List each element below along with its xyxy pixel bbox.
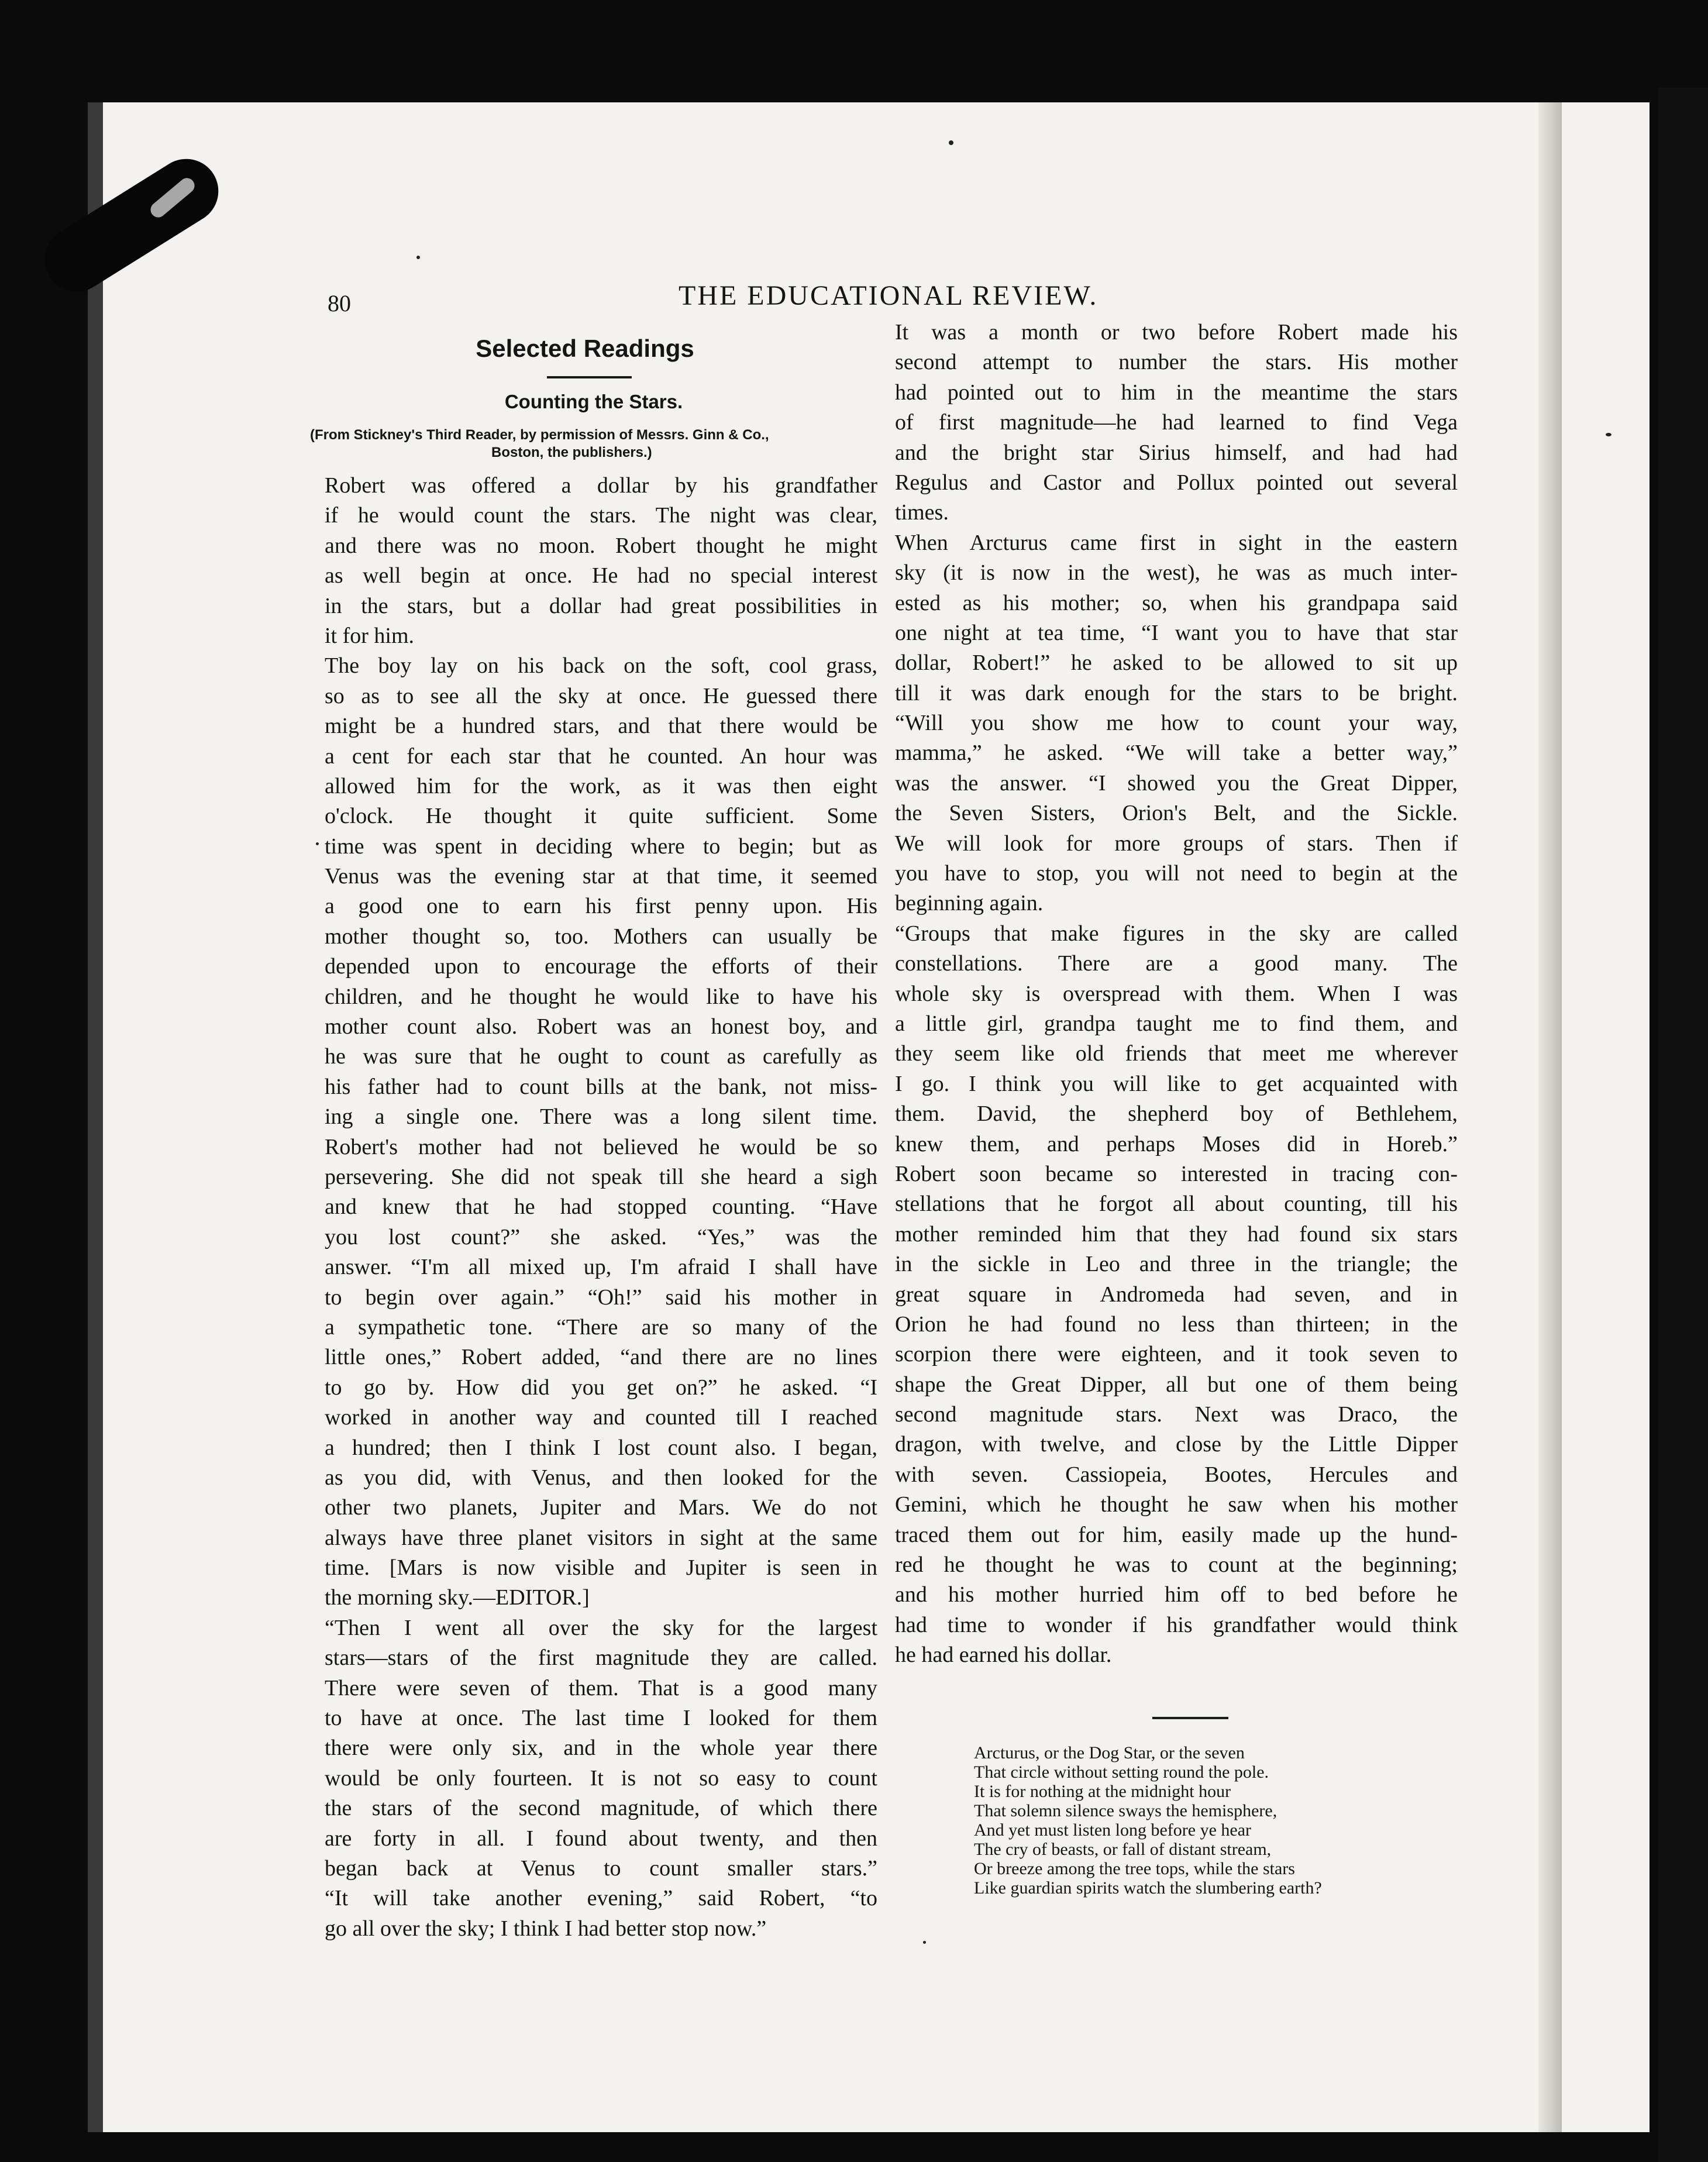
left-column-line: mother count also. Robert was an honest boy, and (325, 1014, 877, 1039)
right-column-line: mamma,” he asked. “We will take a better way,” (895, 741, 1458, 766)
left-column-line: depended upon to encourage the efforts of their (325, 954, 877, 979)
right-column-line: ested as his mother; so, when his grandpapa said (895, 590, 1458, 615)
right-column-line: traced them out for him, easily made up the hund- (895, 1522, 1458, 1547)
left-column-line: began back at Venus to count smaller stars.” (325, 1855, 877, 1881)
left-column-line: time. [Mars is now visible and Jupiter is seen in (325, 1555, 877, 1581)
right-column-line: second magnitude stars. Next was Draco, the (895, 1402, 1458, 1427)
left-column-line: the stars of the second magnitude, of which there (325, 1796, 877, 1821)
left-column-line: stars—stars of the first magnitude they are called. (325, 1645, 877, 1671)
right-column-line: I go. I think you will like to get acquainted with (895, 1071, 1458, 1096)
poem-line: That circle without setting round the pole. (974, 1762, 1269, 1782)
left-column-line: are forty in all. I found about twenty, and then (325, 1826, 877, 1851)
right-column-line: of first magnitude—he had learned to find Vega (895, 410, 1458, 435)
poem (974, 1743, 1459, 1898)
left-column-line: o'clock. He thought it quite sufficient. Some (325, 804, 877, 829)
right-column-line: “Groups that make figures in the sky are called (895, 921, 1458, 946)
right-column-line: had time to wonder if his grandfather would think (895, 1612, 1458, 1637)
speck (316, 842, 319, 845)
binding-shadow (1658, 88, 1708, 2162)
right-column-line: It was a month or two before Robert made his (895, 320, 1458, 345)
left-column-line: as you did, with Venus, and then looked for the (325, 1465, 877, 1490)
right-column-line: in the sickle in Leo and three in the triangle; the (895, 1252, 1458, 1277)
speck (416, 256, 420, 259)
section-title: Selected Readings (476, 335, 694, 362)
right-column-line: one night at tea time, “I want you to have that star (895, 620, 1458, 645)
poem-line: Arcturus, or the Dog Star, or the seven (974, 1743, 1245, 1762)
left-column-line: Venus was the evening star at that time, it seemed (325, 864, 877, 889)
left-column-line: Robert was offered a dollar by his grandfather (325, 473, 877, 498)
right-column-line: stellations that he forgot all about counting, till his (895, 1192, 1458, 1217)
poem-line: That solemn silence sways the hemisphere, (974, 1801, 1277, 1820)
right-column-line: second attempt to number the stars. His mother (895, 350, 1458, 375)
left-column-line: other two planets, Jupiter and Mars. We do not (325, 1495, 877, 1520)
left-column-line: go all over the sky; I think I had better stop now.” (325, 1916, 767, 1941)
left-column-line: might be a hundred stars, and that there would be (325, 714, 877, 739)
left-column-line: as well begin at once. He had no special interest (325, 563, 877, 588)
section-rule (547, 376, 632, 378)
left-column-line: The boy lay on his back on the soft, cool grass, (325, 653, 877, 679)
left-column-line: mother thought so, too. Mothers can usually be (325, 924, 877, 949)
right-column-line: with seven. Cassiopeia, Bootes, Hercules and (895, 1462, 1458, 1487)
left-column-line: to have at once. The last time I looked for them (325, 1706, 877, 1731)
right-column-line: “Will you show me how to count your way, (895, 711, 1458, 736)
poem-line: Or breeze among the tree tops, while the stars (974, 1859, 1295, 1878)
right-column-line: whole sky is overspread with them. When I was (895, 981, 1458, 1006)
left-column-line: little ones,” Robert added, “and there are no lines (325, 1345, 877, 1370)
left-column-line: if he would count the stars. The night was clear, (325, 503, 877, 528)
right-column-line: Gemini, which he thought he saw when his mother (895, 1492, 1458, 1517)
right-column-line: scorpion there were eighteen, and it took seven to (895, 1342, 1458, 1367)
left-column-line: and there was no moon. Robert thought he might (325, 533, 877, 558)
right-column-line: times. (895, 500, 949, 525)
right-column-line: dragon, with twelve, and close by the Little Dipper (895, 1432, 1458, 1457)
left-column-line: so as to see all the sky at once. He guessed there (325, 683, 877, 708)
left-column-line: to go by. How did you get on?” he asked. “I (325, 1375, 877, 1400)
left-column-line: the morning sky.—EDITOR.] (325, 1585, 590, 1610)
credit-line: Boston, the publishers.) (491, 445, 652, 460)
journal-title: THE EDUCATIONAL REVIEW. (679, 280, 1099, 311)
page-number: 80 (328, 290, 351, 316)
right-column (895, 318, 1458, 1671)
left-column-line: a good one to earn his first penny upon. His (325, 894, 877, 919)
left-column-line: a sympathetic tone. “There are so many of the (325, 1314, 877, 1340)
left-column-line: and knew that he had stopped counting. “Have (325, 1194, 877, 1220)
right-column-line: a little girl, grandpa taught me to find them, and (895, 1011, 1458, 1036)
right-column-line: till it was dark enough for the stars to be bright. (895, 680, 1458, 705)
left-column-line: worked in another way and counted till I reached (325, 1405, 877, 1430)
page-gutter (1538, 102, 1562, 2132)
poem-line: Like guardian spirits watch the slumbering earth? (974, 1878, 1322, 1898)
right-column-line: great square in Andromeda had seven, and in (895, 1282, 1458, 1307)
left-column-line: time was spent in deciding where to begin; but as (325, 834, 877, 859)
left-column-line: it for him. (325, 623, 415, 648)
left-column-line: would be only fourteen. It is not so easy to count (325, 1765, 877, 1791)
right-column-line: sky (it is now in the west), he was as much inter- (895, 560, 1458, 586)
right-column-line: was the answer. “I showed you the Great Dipper, (895, 770, 1458, 796)
speck (949, 140, 953, 145)
left-column-line: ing a single one. There was a long silent time. (325, 1104, 877, 1130)
right-column-line: mother reminded him that they had found six stars (895, 1221, 1458, 1247)
right-column-line: them. David, the shepherd boy of Bethlehem, (895, 1101, 1458, 1127)
left-column (325, 471, 877, 1944)
left-column-line: There were seven of them. That is a good many (325, 1675, 877, 1700)
right-column-line: shape the Great Dipper, all but one of them being (895, 1372, 1458, 1397)
right-column-line: beginning again. (895, 891, 1044, 916)
right-column-line: and the bright star Sirius himself, and had had (895, 440, 1458, 465)
right-column-line: constellations. There are a good many. The (895, 951, 1458, 976)
left-column-line: to begin over again.” “Oh!” said his mother in (325, 1285, 877, 1310)
right-column-line: had pointed out to him in the meantime the stars (895, 380, 1458, 405)
left-column-line: Robert's mother had not believed he would be so (325, 1134, 877, 1159)
left-column-line: “It will take another evening,” said Robert, “to (325, 1886, 877, 1911)
credit-line: (From Stickney's Third Reader, by permission of Messrs. Ginn & Co., (310, 427, 769, 443)
left-column-line: you lost count?” she asked. “Yes,” was the (325, 1224, 877, 1249)
left-column-line: there were only six, and in the whole year there (325, 1736, 877, 1761)
right-column-line: knew them, and perhaps Moses did in Horeb.” (895, 1131, 1458, 1156)
left-column-line: children, and he thought he would like to have his (325, 984, 877, 1009)
left-column-line: his father had to count bills at the bank, not miss- (325, 1074, 877, 1099)
speck (923, 1941, 926, 1944)
left-column-line: always have three planet visitors in sight at the same (325, 1525, 877, 1550)
left-column-line: “Then I went all over the sky for the largest (325, 1615, 877, 1640)
left-column-line: allowed him for the work, as it was then eight (325, 773, 877, 798)
right-column-line: Robert soon became so interested in tracing con- (895, 1161, 1458, 1186)
right-column-line: they seem like old friends that meet me wherever (895, 1041, 1458, 1066)
right-column-line: the Seven Sisters, Orion's Belt, and the Sickle. (895, 801, 1458, 826)
right-column-line: and his mother hurried him off to bed before he (895, 1582, 1458, 1607)
right-column-line: When Arcturus came first in sight in the eastern (895, 530, 1458, 555)
poem-line: It is for nothing at the midnight hour (974, 1782, 1231, 1801)
poem-line: And yet must listen long before ye hear (974, 1820, 1252, 1840)
left-column-line: answer. “I'm all mixed up, I'm afraid I shall have (325, 1255, 877, 1280)
poem-divider (1152, 1717, 1228, 1719)
left-column-line: in the stars, but a dollar had great possibilities in (325, 593, 877, 618)
right-column-line: you have to stop, you will not need to begin at the (895, 861, 1458, 886)
article-title: Counting the Stars. (504, 391, 683, 412)
left-column-line: he was sure that he ought to count as carefully as (325, 1044, 877, 1069)
poem-line: The cry of beasts, or fall of distant stream, (974, 1840, 1272, 1859)
right-column-line: dollar, Robert!” he asked to be allowed to sit up (895, 650, 1458, 676)
left-column-line: a hundred; then I think I lost count also. I began, (325, 1435, 877, 1460)
right-column-line: We will look for more groups of stars. Then if (895, 831, 1458, 856)
right-column-line: Regulus and Castor and Pollux pointed out several (895, 470, 1458, 495)
left-column-line: a cent for each star that he counted. An hour was (325, 743, 877, 769)
right-column-line: he had earned his dollar. (895, 1643, 1112, 1668)
left-column-line: persevering. She did not speak till she heard a sigh (325, 1164, 877, 1189)
right-column-line: red he thought he was to count at the beginning; (895, 1552, 1458, 1578)
right-column-line: Orion he had found no less than thirteen; in the (895, 1311, 1458, 1337)
speck (1606, 433, 1611, 436)
